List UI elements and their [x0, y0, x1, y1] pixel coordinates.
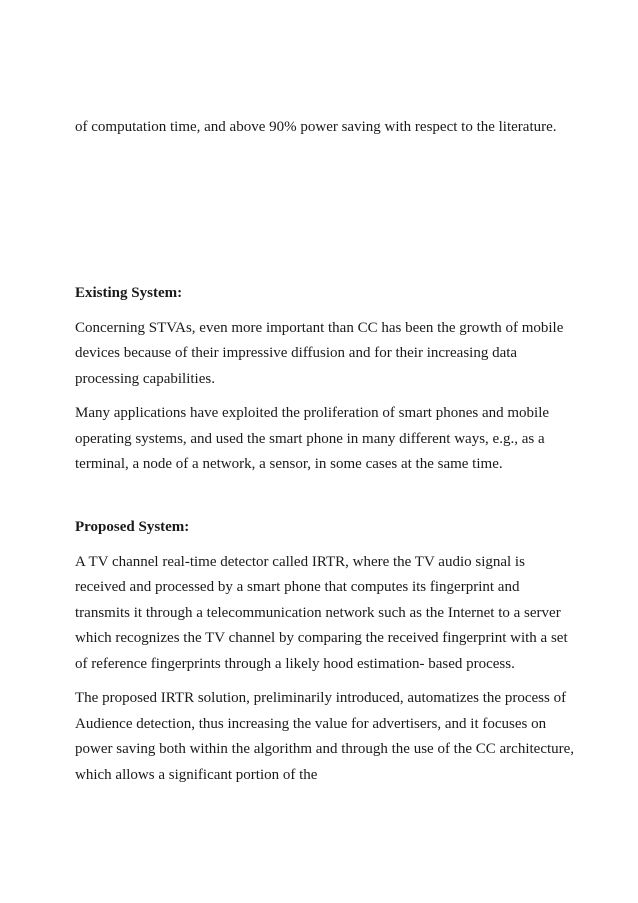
proposed-system-paragraph-1: A TV channel real-time detector called IRTR, where the TV audio signal is received and processed by a smart phone that computes its fingerprint and transmits it through a telecommunication network such as the Internet to a server which recognizes the TV channel by comparing the received fingerprint with a set of reference fingerprints through a likely hood estimation- based process. — [75, 553, 568, 672]
proposed-system-paragraph-2: The proposed IRTR solution, preliminarily introduced, automatizes the process of Audience detection, thus increasing the value for advertisers, and it focuses on power saving both within the algorithm and through the use of the CC architecture, which allows a significant portion of the — [75, 690, 575, 783]
proposed-system-section — [75, 515, 575, 797]
existing-system-paragraph-1: Concerning STVAs, even more important than CC has been the growth of mobile devices because of their impressive diffusion and for their increasing data processing capabilities. — [75, 319, 564, 387]
intro-paragraph: of computation time, and above 90% power saving with respect to the literature. — [75, 119, 557, 135]
proposed-system-heading: Proposed System: — [75, 519, 190, 535]
existing-system-section — [75, 281, 575, 487]
intro-section — [75, 115, 575, 150]
existing-system-paragraph-2: Many applications have exploited the proliferation of smart phones and mobile operating systems, and used the smart phone in many different ways, e.g., as a terminal, a node of a network, a sensor, in some cases at the same time. — [75, 405, 550, 472]
existing-system-heading: Existing System: — [75, 285, 183, 301]
